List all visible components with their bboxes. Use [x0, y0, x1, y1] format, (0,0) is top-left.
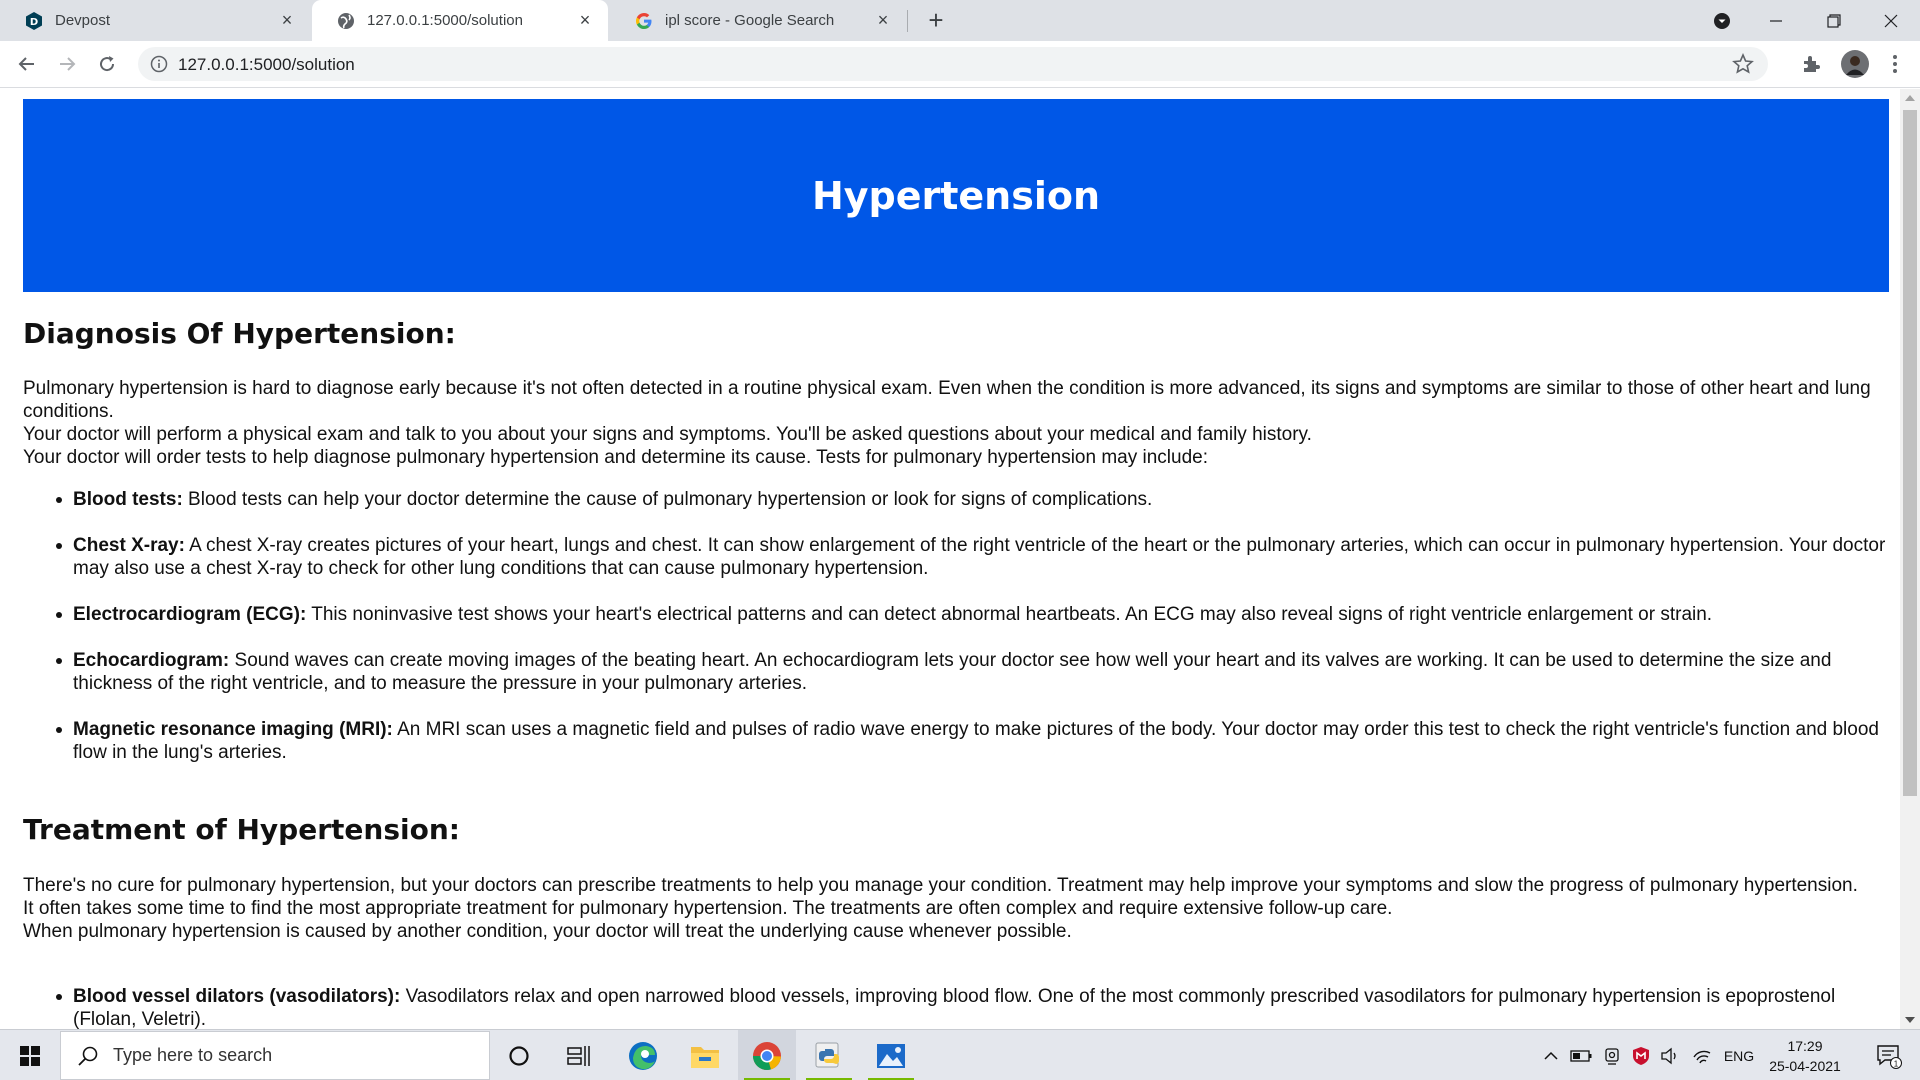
list-item-text: Blood tests can help your doctor determine the cause of pulmonary hypertension or look for signs of complications. — [182, 489, 1153, 510]
taskbar-clock[interactable] — [1760, 1036, 1850, 1076]
menu-kebab-icon[interactable] — [1882, 51, 1908, 77]
tab-title: 127.0.0.1:5000/solution — [367, 12, 523, 29]
treatment-heading: Treatment of Hypertension: — [23, 813, 460, 846]
page-viewport — [0, 89, 1900, 1029]
list-item — [23, 488, 1889, 511]
show-hidden-icons-chevron-icon[interactable] — [1538, 1030, 1564, 1080]
minimize-icon[interactable] — [1747, 0, 1805, 41]
treatment-paragraphs — [23, 874, 1889, 943]
list-item-term: Blood tests: — [73, 489, 183, 510]
list-item-text: An MRI scan uses a magnetic field and pulses of radio wave energy to make pictures of the body. Your doctor may order this test to check the right ventricle's function and blood flow in the lung's arteries. — [73, 719, 1879, 763]
diagnosis-paragraph: Pulmonary hypertension is hard to diagnose early because it's not often detected in a routine physical exam. Even when the condition is more advanced, its signs and symptoms are similar to those of other heart and lung conditions. — [23, 378, 1871, 422]
device-meeting-icon[interactable] — [1598, 1030, 1626, 1080]
tab-solution[interactable] — [312, 0, 608, 41]
list-item-term: Chest X-ray: — [73, 535, 185, 556]
notification-count: 1 — [1893, 1059, 1899, 1068]
profile-avatar[interactable] — [1840, 49, 1870, 79]
diagnosis-paragraphs — [23, 377, 1889, 469]
extensions-puzzle-icon[interactable] — [1798, 51, 1824, 77]
vertical-scrollbar[interactable] — [1900, 89, 1920, 1029]
taskbar-search-box[interactable] — [60, 1031, 490, 1080]
back-icon[interactable] — [12, 49, 42, 79]
globe-icon — [337, 12, 355, 30]
file-explorer-icon[interactable] — [676, 1030, 734, 1080]
tab-separator — [907, 10, 908, 32]
chrome-icon[interactable] — [738, 1030, 796, 1080]
notification-center-icon[interactable] — [1864, 1030, 1914, 1080]
info-icon[interactable] — [150, 55, 168, 73]
page-title: Hypertension — [811, 173, 1101, 218]
address-bar[interactable] — [138, 47, 1768, 81]
taskbar-search-placeholder: Type here to search — [113, 1045, 273, 1065]
treatment-paragraph: There's no cure for pulmonary hypertension, but your doctors can prescribe treatments to help you manage your condition. Treatment may help improve your symptoms and slow the progress of pulmonary hypertension. — [23, 875, 1858, 896]
list-item-term: Blood vessel dilators (vasodilators): — [73, 986, 401, 1007]
tab-title: Devpost — [55, 12, 111, 29]
close-window-icon[interactable] — [1862, 0, 1920, 41]
tab-search-icon[interactable] — [1693, 0, 1751, 41]
list-item-term: Magnetic resonance imaging (MRI): — [73, 719, 393, 740]
input-language-indicator[interactable]: ENG — [1723, 1047, 1755, 1064]
search-icon — [77, 1045, 99, 1067]
url-text[interactable]: 127.0.0.1:5000/solution — [178, 55, 355, 74]
windows-taskbar — [0, 1029, 1920, 1080]
bookmark-star-icon[interactable] — [1732, 53, 1754, 75]
list-item — [23, 649, 1889, 695]
list-item-term: Echocardiogram: — [73, 650, 230, 671]
restore-icon[interactable] — [1805, 0, 1863, 41]
python-app-icon[interactable] — [800, 1030, 858, 1080]
tab-google-search[interactable] — [610, 0, 906, 41]
edge-browser-icon[interactable] — [614, 1030, 672, 1080]
wifi-icon[interactable] — [1688, 1030, 1716, 1080]
tab-devpost[interactable] — [0, 0, 310, 41]
list-item-text: This noninvasive test shows your heart's electrical patterns and can detect abnormal heartbeats. An ECG may also reveal signs of right ventricle enlargement or strain. — [306, 604, 1713, 625]
google-logo-icon — [635, 12, 653, 30]
scrollbar-thumb[interactable] — [1903, 110, 1917, 796]
list-item — [23, 718, 1889, 764]
svg-text:D: D — [29, 16, 39, 28]
list-item — [23, 985, 1889, 1029]
diagnosis-paragraph: Your doctor will order tests to help diagnose pulmonary hypertension and determine its cause. Tests for pulmonary hypertension may include: — [23, 447, 1208, 468]
treatment-paragraph: When pulmonary hypertension is caused by another condition, your doctor will treat the underlying cause whenever possible. — [23, 921, 1072, 942]
devpost-logo-icon — [25, 12, 43, 30]
clock-date: 25-04-2021 — [1769, 1058, 1841, 1074]
list-item-term: Electrocardiogram (ECG): — [73, 604, 307, 625]
scroll-down-arrow-icon[interactable] — [1905, 1017, 1915, 1023]
treatment-list — [23, 985, 1889, 1029]
forward-icon[interactable] — [52, 49, 82, 79]
tab-title: ipl score - Google Search — [665, 12, 835, 29]
volume-icon[interactable] — [1656, 1030, 1684, 1080]
battery-icon[interactable] — [1566, 1030, 1596, 1080]
tab-strip — [0, 0, 1920, 41]
diagnosis-tests-list — [23, 488, 1889, 787]
list-item-text: Vasodilators relax and open narrowed blood vessels, improving blood flow. One of the most commonly prescribed vasodilators for pulmonary hypertension is epoprostenol (Flolan, Veletri). — [73, 986, 1836, 1029]
list-item — [23, 603, 1889, 626]
diagnosis-heading: Diagnosis Of Hypertension: — [23, 317, 456, 350]
list-item-text: Sound waves can create moving images of the beating heart. An echocardiogram lets your doctor see how well your heart and its valves are working. It can be used to determine the size and thickness of the right ventricle, and to measure the pressure in your pulmonary arteries. — [73, 650, 1832, 694]
close-tab-icon[interactable]: × — [877, 10, 889, 30]
scroll-up-arrow-icon[interactable] — [1905, 95, 1915, 101]
diagnosis-paragraph: Your doctor will perform a physical exam and talk to you about your signs and symptoms. You'll be asked questions about your medical and family history. — [23, 424, 1312, 445]
cortana-icon[interactable] — [490, 1030, 548, 1080]
photos-app-icon[interactable] — [862, 1030, 920, 1080]
hero-banner — [23, 99, 1889, 292]
task-view-icon[interactable] — [550, 1030, 608, 1080]
reload-icon[interactable] — [92, 49, 122, 79]
treatment-paragraph: It often takes some time to find the most appropriate treatment for pulmonary hypertension. The treatments are often complex and require extensive follow-up care. — [23, 898, 1393, 919]
close-tab-icon[interactable]: × — [579, 10, 591, 30]
list-item — [23, 534, 1889, 580]
mcafee-shield-icon[interactable] — [1628, 1030, 1654, 1080]
close-tab-icon[interactable]: × — [281, 10, 293, 30]
clock-time: 17:29 — [1787, 1038, 1823, 1054]
new-tab-button[interactable]: + — [928, 5, 944, 35]
list-item-text: A chest X-ray creates pictures of your heart, lungs and chest. It can show enlargement of the right ventricle of the heart or the pulmonary arteries, which can occur in pulmonary hypertension. Your doctor may also use a chest X-ray to check for other lung conditions that can cause pulmonary hypertension. — [73, 535, 1886, 579]
browser-toolbar — [0, 41, 1920, 88]
windows-start-icon[interactable] — [0, 1030, 60, 1080]
